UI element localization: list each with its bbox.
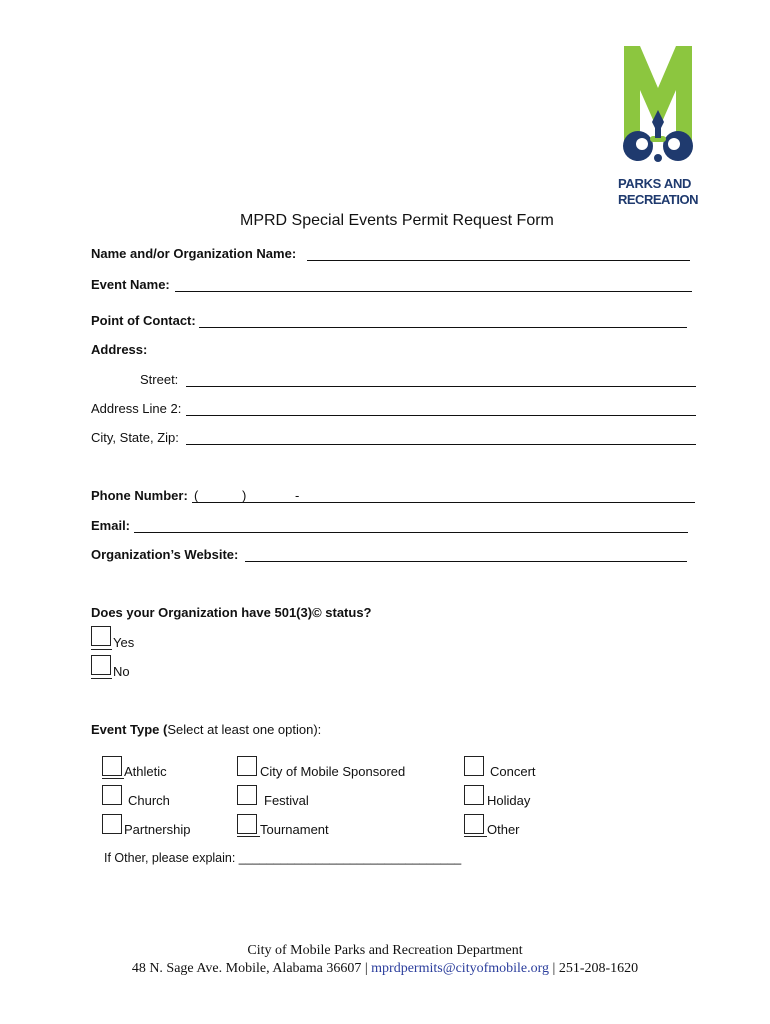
event-name-label: Event Name: bbox=[91, 277, 170, 292]
tournament-label: Tournament bbox=[260, 822, 329, 837]
street-label: Street: bbox=[140, 372, 179, 387]
tournament-checkbox-underline bbox=[237, 836, 260, 837]
church-label: Church bbox=[128, 793, 170, 808]
logo-mark-icon bbox=[618, 44, 698, 162]
yes-checkbox-underline bbox=[91, 649, 112, 650]
holiday-label: Holiday bbox=[487, 793, 531, 808]
footer-line2 bbox=[0, 961, 770, 977]
logo-text-line1: PARKS AND bbox=[618, 176, 692, 191]
phone-close-paren: ) bbox=[242, 488, 247, 503]
phone-field[interactable] bbox=[192, 502, 695, 503]
partnership-checkbox[interactable] bbox=[102, 814, 122, 834]
no-checkbox[interactable] bbox=[91, 655, 111, 675]
address-line2-field[interactable] bbox=[186, 415, 696, 416]
other-checkbox[interactable] bbox=[464, 814, 484, 834]
athletic-checkbox[interactable] bbox=[102, 756, 122, 776]
city-sponsored-checkbox[interactable] bbox=[237, 756, 257, 776]
festival-checkbox[interactable] bbox=[237, 785, 257, 805]
email-field[interactable] bbox=[134, 532, 688, 533]
event-type-label-bold: Event Type ( bbox=[91, 722, 168, 737]
footer-email-link[interactable]: mprdpermits@cityofmobile.org bbox=[371, 961, 550, 976]
parks-recreation-logo bbox=[618, 44, 698, 214]
yes-checkbox[interactable] bbox=[91, 626, 111, 646]
address-line2-label: Address Line 2: bbox=[91, 401, 182, 416]
athletic-checkbox-underline bbox=[102, 778, 124, 779]
holiday-checkbox[interactable] bbox=[464, 785, 484, 805]
other-label: Other bbox=[487, 822, 520, 837]
athletic-label: Athletic bbox=[124, 764, 167, 779]
city-state-zip-label: City, State, Zip: bbox=[91, 430, 179, 445]
partnership-label: Partnership bbox=[124, 822, 191, 837]
status-501-question: Does your Organization have 501(3)© status? bbox=[91, 605, 372, 620]
point-of-contact-label: Point of Contact: bbox=[91, 313, 196, 328]
form-title: MPRD Special Events Permit Request Form bbox=[240, 212, 554, 229]
yes-option-label: Yes bbox=[113, 635, 135, 650]
phone-label: Phone Number: bbox=[91, 488, 188, 503]
event-type-label bbox=[91, 722, 321, 737]
footer-phone: | 251-208-1620 bbox=[552, 961, 639, 976]
point-of-contact-field[interactable] bbox=[199, 327, 687, 328]
church-checkbox[interactable] bbox=[102, 785, 122, 805]
name-org-field[interactable] bbox=[307, 260, 690, 261]
phone-dash: - bbox=[295, 488, 300, 503]
concert-label: Concert bbox=[490, 764, 536, 779]
street-field[interactable] bbox=[186, 386, 696, 387]
phone-open-paren: ( bbox=[194, 488, 199, 503]
tournament-checkbox[interactable] bbox=[237, 814, 257, 834]
concert-checkbox[interactable] bbox=[464, 756, 484, 776]
festival-label: Festival bbox=[264, 793, 309, 808]
footer-address: 48 N. Sage Ave. Mobile, Alabama 36607 | bbox=[131, 961, 368, 976]
city-sponsored-label: City of Mobile Sponsored bbox=[260, 764, 406, 779]
website-field[interactable] bbox=[245, 561, 687, 562]
name-org-label: Name and/or Organization Name: bbox=[91, 246, 297, 261]
logo-text-line2: RECREATION bbox=[618, 192, 698, 207]
other-checkbox-underline bbox=[464, 836, 487, 837]
city-state-zip-field[interactable] bbox=[186, 444, 696, 445]
email-label: Email: bbox=[91, 518, 131, 533]
no-checkbox-underline bbox=[91, 678, 112, 679]
no-option-label: No bbox=[113, 664, 130, 679]
website-label: Organization’s Website: bbox=[91, 547, 239, 562]
address-label: Address: bbox=[91, 342, 148, 357]
event-name-field[interactable] bbox=[175, 291, 692, 292]
event-type-label-rest: Select at least one option): bbox=[167, 722, 322, 737]
footer-line1: City of Mobile Parks and Recreation Department bbox=[247, 943, 523, 958]
other-explain-field[interactable]: If Other, please explain: ________________________________ bbox=[104, 851, 462, 865]
